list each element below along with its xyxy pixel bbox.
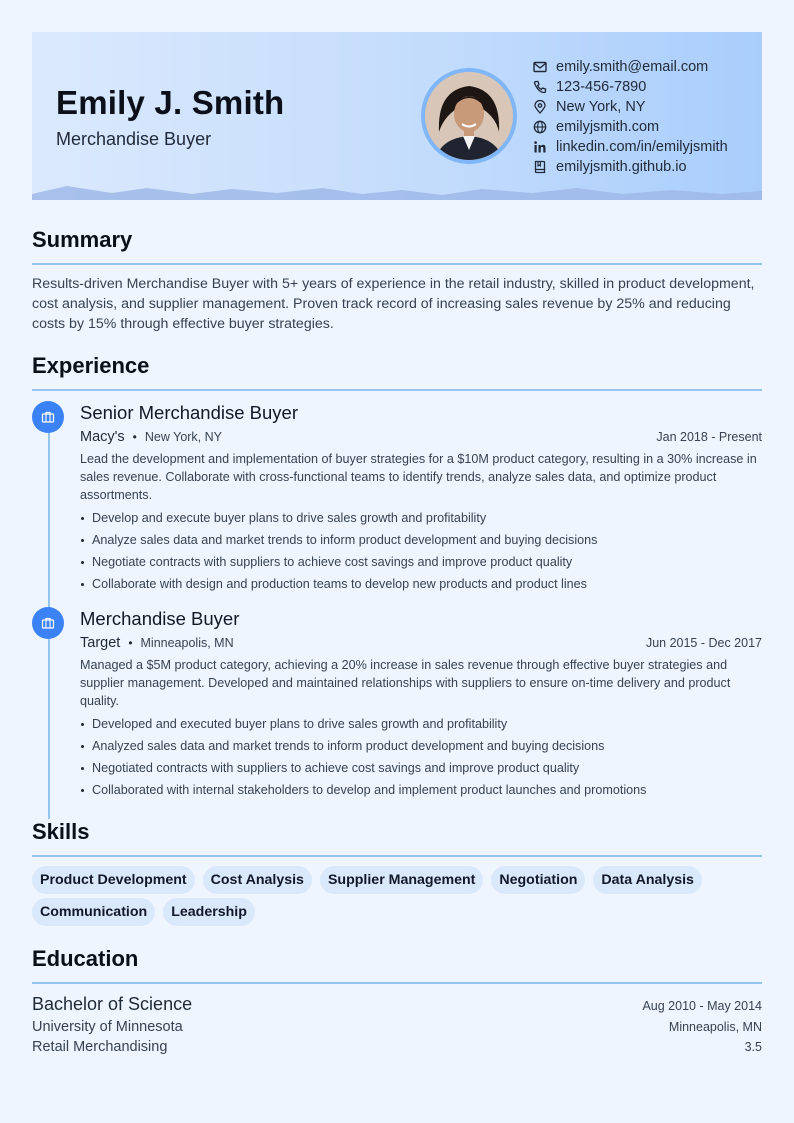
job-location: Minneapolis, MN <box>140 636 234 650</box>
skill-chip: Leadership <box>163 898 255 926</box>
mail-icon <box>532 59 548 75</box>
candidate-name: Emily J. Smith <box>56 84 285 121</box>
location-pin-icon <box>532 99 548 115</box>
education-section <box>32 946 762 1055</box>
contact-phone-text: 123-456-7890 <box>556 79 647 95</box>
candidate-role: Merchandise Buyer <box>56 129 212 149</box>
education-degree: Bachelor of Science <box>32 994 193 1014</box>
contact-github-text: emilyjsmith.github.io <box>556 159 687 175</box>
education-gpa: 3.5 <box>744 1040 762 1054</box>
avatar <box>421 68 517 164</box>
contact-linkedin-text: linkedin.com/in/emilyjsmith <box>556 139 728 155</box>
contact-email[interactable] <box>532 57 757 77</box>
summary-section <box>32 227 762 334</box>
education-degree-row <box>32 994 762 1015</box>
job-entry <box>32 401 762 595</box>
skill-chip: Product Development <box>32 866 195 894</box>
list-item: Develop and execute buyer plans to drive sales growth and profitability <box>80 507 762 529</box>
meta-separator: • <box>132 430 137 444</box>
contact-linkedin[interactable] <box>532 137 757 157</box>
skills-list <box>32 866 762 926</box>
contact-phone[interactable] <box>532 77 757 97</box>
contact-email-text: emily.smith@email.com <box>556 59 709 75</box>
job-meta <box>80 634 762 652</box>
globe-icon <box>532 119 548 135</box>
job-title: Senior Merchandise Buyer <box>80 402 298 423</box>
github-icon <box>532 159 548 175</box>
contact-website-text: emilyjsmith.com <box>556 119 660 135</box>
contact-location <box>532 97 757 117</box>
contact-location-text: New York, NY <box>556 99 646 115</box>
job-bullets <box>80 713 762 801</box>
skill-chip: Supplier Management <box>320 866 483 894</box>
list-item: Analyze sales data and market trends to inform product development and buying decisions <box>80 529 762 551</box>
summary-text: Results-driven Merchandise Buyer with 5+ years of experience in the retail industry, skilled in product development, cost analysis, and supplier management. Proven track record of increasing sales revenue by 25% and reducing costs by 15% through effective buyer strategies. <box>32 276 755 332</box>
education-field-row <box>32 1039 762 1055</box>
job-description: Lead the development and implementation of buyer strategies for a $10M product category, resulting in a 30% increase in sales revenue. Collaborate with cross-functional teams to identify trends, analyze sales data, and optimize product assortments. <box>80 452 757 502</box>
list-item: Analyzed sales data and market trends to inform product development and buying decisions <box>80 735 762 757</box>
skill-chip: Data Analysis <box>593 866 702 894</box>
job-location: New York, NY <box>144 430 222 444</box>
skill-chip: Cost Analysis <box>203 866 312 894</box>
list-item: Collaborated with internal stakeholders to develop and implement product launches and promotions <box>80 779 762 801</box>
education-heading: Education <box>32 946 139 971</box>
mountain-decoration <box>32 184 762 200</box>
contact-github[interactable] <box>532 157 757 177</box>
education-field: Retail Merchandising <box>32 1039 168 1055</box>
education-school: University of Minnesota <box>32 1019 183 1035</box>
section-divider <box>32 855 762 857</box>
job-dates: Jun 2015 - Dec 2017 <box>645 636 762 650</box>
skills-heading: Skills <box>32 819 90 844</box>
job-description: Managed a $5M product category, achieving a 20% increase in sales revenue through effective buyer strategies and supplier management. Developed and maintained relationships with suppliers to ensure on-time delivery and product quality. <box>80 658 731 708</box>
experience-heading: Experience <box>32 353 150 378</box>
experience-section <box>32 353 762 801</box>
summary-heading: Summary <box>32 227 133 252</box>
job-company: Macy's <box>80 429 125 445</box>
skill-chip: Negotiation <box>491 866 585 894</box>
section-divider <box>32 389 762 391</box>
job-company: Target <box>80 635 121 651</box>
education-dates: Aug 2010 - May 2014 <box>642 999 762 1013</box>
list-item: Negotiate contracts with suppliers to achieve cost savings and improve product quality <box>80 551 762 573</box>
list-item: Collaborate with design and production teams to develop new products and product lines <box>80 573 762 595</box>
section-divider <box>32 263 762 265</box>
contact-list <box>532 57 757 177</box>
education-location: Minneapolis, MN <box>668 1020 762 1034</box>
contact-website[interactable] <box>532 117 757 137</box>
phone-icon <box>532 79 548 95</box>
portrait-photo <box>425 72 513 160</box>
job-dates: Jan 2018 - Present <box>656 430 762 444</box>
job-title: Merchandise Buyer <box>80 608 240 629</box>
list-item: Developed and executed buyer plans to drive sales growth and profitability <box>80 713 762 735</box>
skill-chip: Communication <box>32 898 155 926</box>
briefcase-icon <box>32 607 64 639</box>
resume-page <box>32 32 762 1055</box>
list-item: Negotiated contracts with suppliers to achieve cost savings and improve product quality <box>80 757 762 779</box>
resume-header <box>32 32 762 200</box>
skills-section <box>32 819 762 926</box>
briefcase-icon <box>32 401 64 433</box>
experience-timeline <box>32 401 762 801</box>
meta-separator: • <box>128 636 133 650</box>
section-divider <box>32 982 762 984</box>
job-entry <box>32 607 762 801</box>
job-bullets <box>80 507 762 595</box>
linkedin-icon <box>532 139 548 155</box>
education-school-row <box>32 1019 762 1035</box>
job-meta <box>80 428 762 446</box>
